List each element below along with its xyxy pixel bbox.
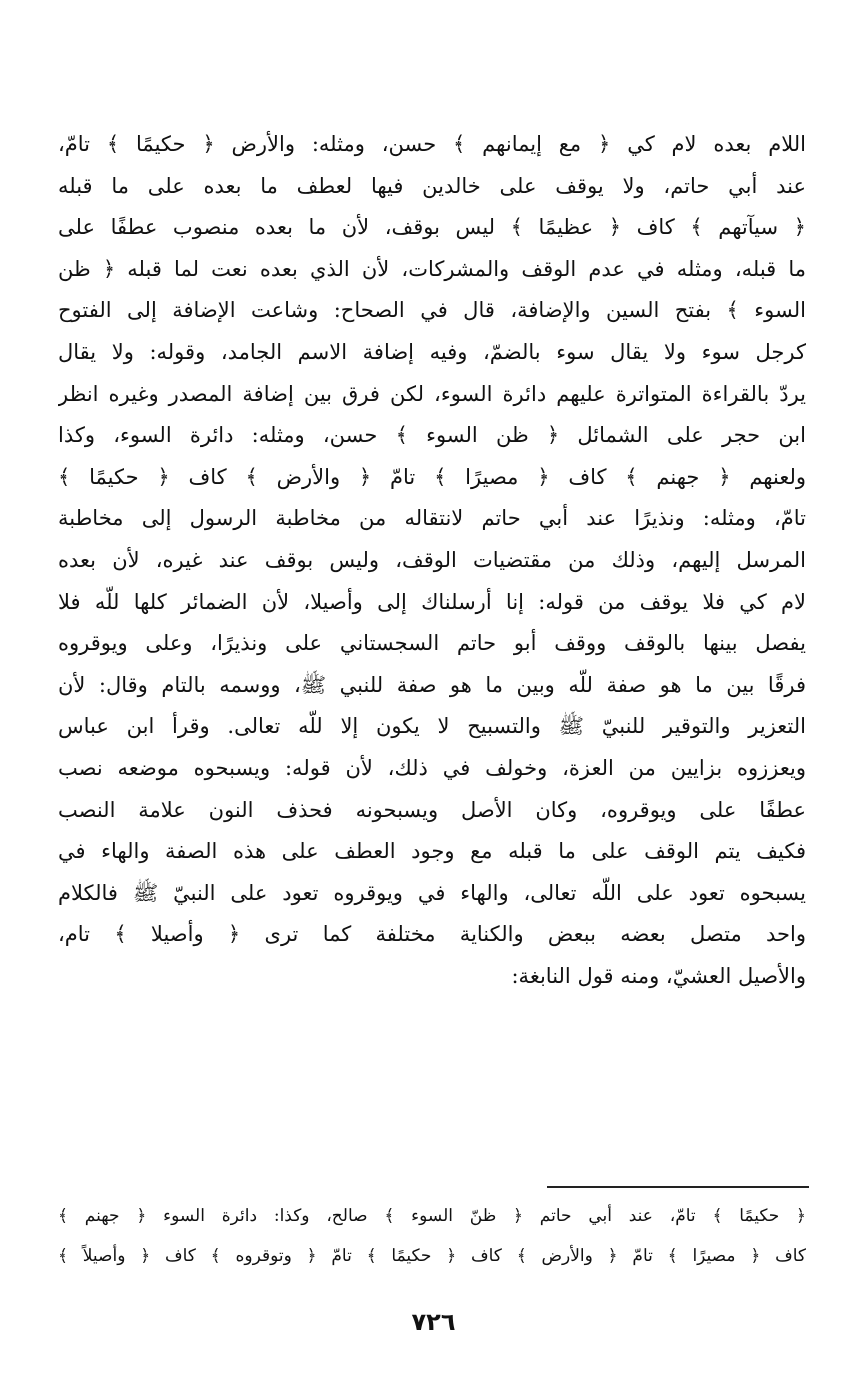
main-text-block	[58, 124, 806, 997]
text-line: ما قبله، ومثله في عدم الوقف والمشركات، لأن الذي بعده نعت لما قبله ﴿ ظن	[58, 256, 806, 281]
text-line: فكيف يتم الوقف على ما قبله مع وجود العطف على هذه الصفة والهاء في	[58, 839, 806, 864]
text-line: يردّ بالقراءة المتواترة عليهم دائرة السوء، لكن فرق بين إضافة المصدر وغيره انظر	[58, 381, 806, 406]
text-line: ويعززوه بزايين من العزة، وخولف في ذلك، لأن قوله: ويسبحوه موضعه نصب	[58, 755, 806, 780]
footnotes-block	[58, 1196, 806, 1276]
text-line: واحد متصل بعضه ببعض والكناية مختلفة كما ترى ﴿ وأصيلا ﴾ تام،	[58, 922, 806, 947]
text-line: فرقًا بين ما هو صفة للّه وبين ما هو صفة للنبي ﷺ، ووسمه بالتام وقال: لأن	[58, 672, 806, 697]
text-line: ﴿ سيآتهم ﴾ كاف ﴿ عظيمًا ﴾ ليس بوقف، لأن ما بعده منصوب عطفًا على	[58, 215, 806, 240]
text-line: السوء ﴾ بفتح السين والإضافة، قال في الصحاح: وشاعت الإضافة إلى الفتوح	[58, 298, 806, 323]
text-line: تامّ، ومثله: ونذيرًا عند أبي حاتم لانتقاله من مخاطبة الرسول إلى مخاطبة	[58, 506, 806, 531]
text-line: التعزير والتوقير للنبيّ ﷺ والتسبيح لا يكون إلا للّه تعالى. وقرأ ابن عباس	[58, 714, 806, 739]
text-line: لام كي فلا يوقف من قوله: إنا أرسلناك إلى وأصيلا، لأن الضمائر كلها للّه فلا	[58, 589, 806, 614]
text-line: يسبحوه تعود على اللّه تعالى، والهاء في ويوقروه تعود على النبيّ ﷺ فالكلام	[58, 880, 806, 905]
text-line: عطفًا على ويوقروه، وكان الأصل ويسبحونه فحذف النون علامة النصب	[58, 797, 806, 822]
page-number: ٧٢٦	[411, 1308, 456, 1336]
text-line: والأصيل العشيّ، ومنه قول النابغة:	[511, 963, 806, 988]
text-line: اللام بعده لام كي ﴿ مع إيمانهم ﴾ حسن، ومثله: والأرض ﴿ حكيمًا ﴾ تامّ،	[58, 132, 806, 156]
text-line: كرجل سوء ولا يقال سوء بالضمّ، وفيه إضافة الاسم الجامد، وقوله: ولا يقال	[58, 339, 806, 364]
footnote-divider	[547, 1186, 809, 1188]
footnote-line: ﴿ حكيمًا ﴾ تامّ، عند أبي حاتم ﴿ ظنّ السوء ﴾ صالح، وكذا: دائرة السوء ﴿ جهنم ﴾	[58, 1206, 806, 1226]
text-line: المرسل إليهم، وذلك من مقتضيات الوقف، وليس بوقف عند غيره، لأن بعده	[58, 547, 806, 572]
text-line: يفصل بينها بالوقف ووقف أبو حاتم السجستاني على ونذيرًا، وعلى ويوقروه	[58, 631, 806, 656]
text-line: عند أبي حاتم، ولا يوقف على خالدين فيها لعطف ما بعده على ما قبله	[58, 173, 806, 198]
text-line: ابن حجر على الشمائل ﴿ ظن السوء ﴾ حسن، ومثله: دائرة السوء، وكذا	[58, 423, 806, 448]
text-line: ولعنهم ﴿ جهنم ﴾ كاف ﴿ مصيرًا ﴾ تامّ ﴿ والأرض ﴾ كاف ﴿ حكيمًا ﴾	[58, 464, 806, 489]
footnote-line: كاف ﴿ مصيرًا ﴾ تامّ ﴿ والأرض ﴾ كاف ﴿ حكيمًا ﴾ تامّ ﴿ وتوقروه ﴾ كاف ﴿ وأصيلاً ﴾	[58, 1246, 806, 1266]
